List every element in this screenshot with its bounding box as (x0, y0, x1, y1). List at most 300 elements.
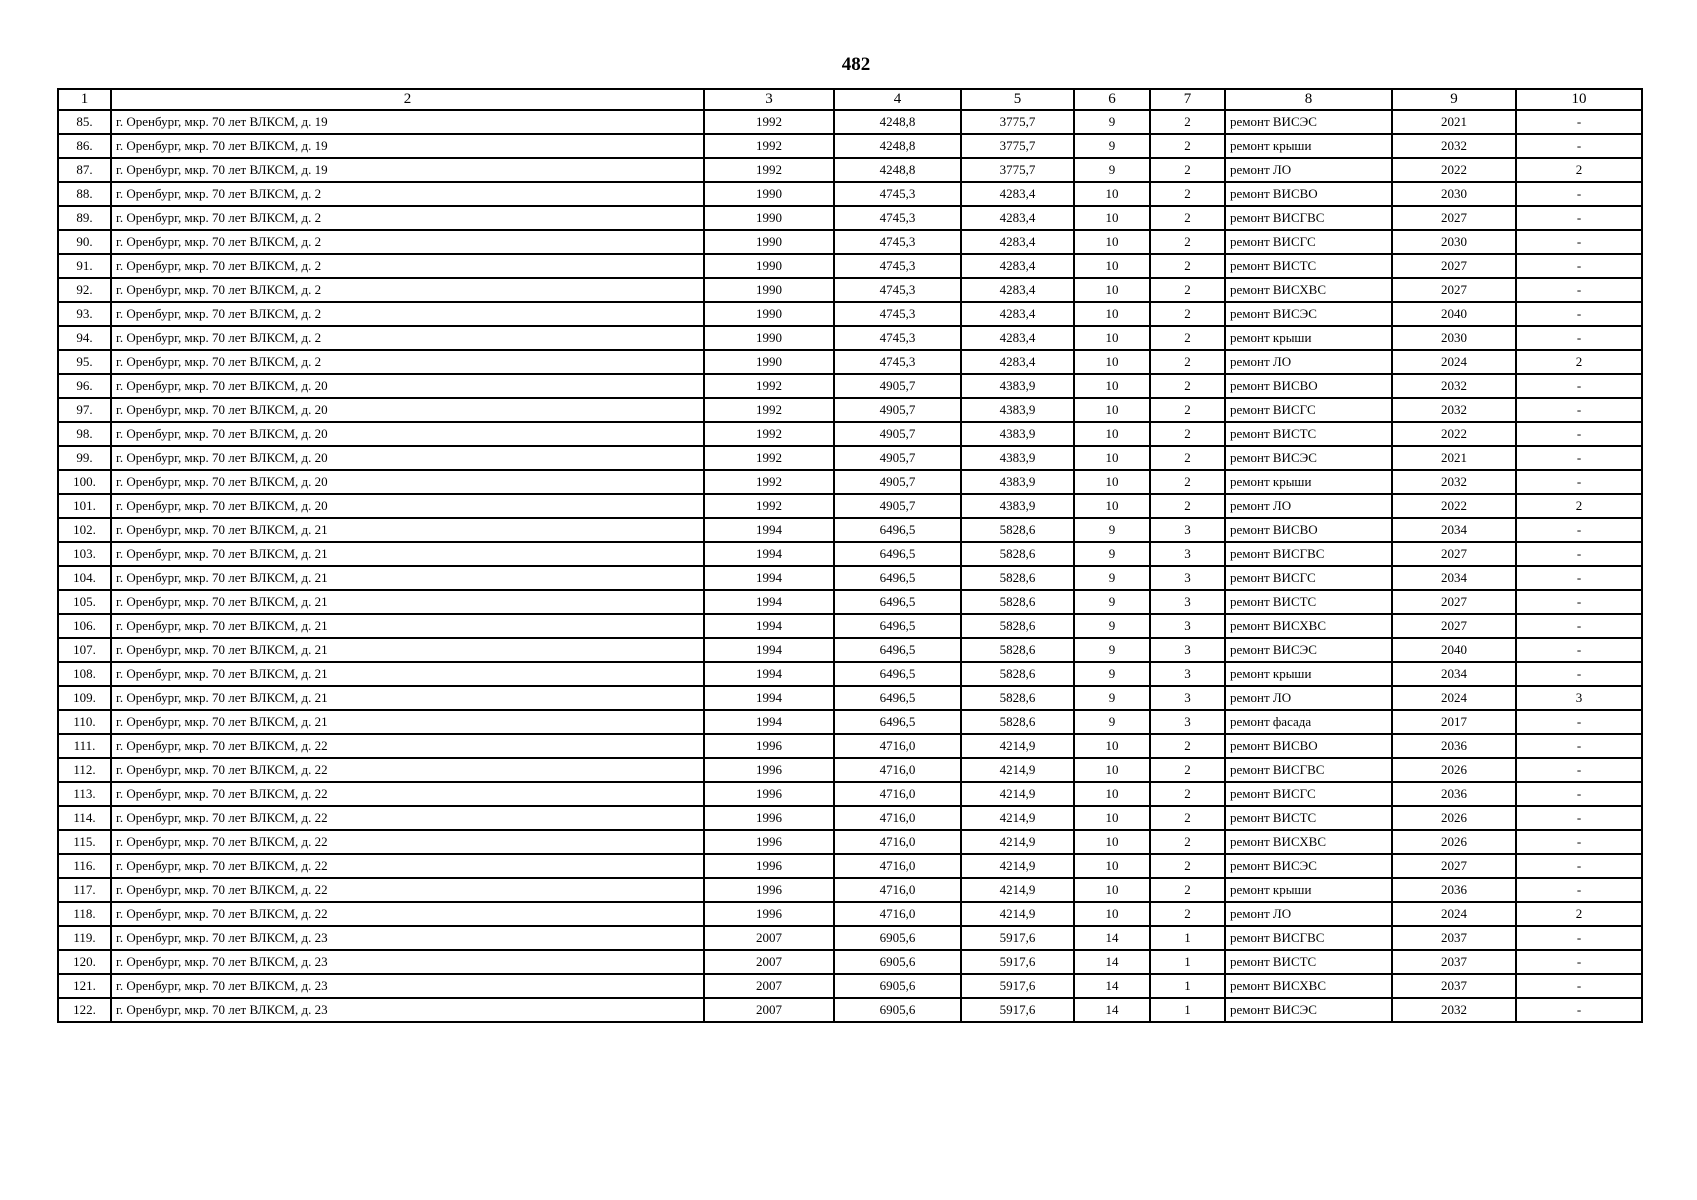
repair-year-cell: 2037 (1392, 926, 1516, 950)
total-area-cell: 4716,0 (834, 734, 961, 758)
row-number-cell: 117. (58, 878, 111, 902)
living-area-cell: 4214,9 (961, 734, 1074, 758)
column-10-value-cell: - (1516, 590, 1642, 614)
total-area-cell: 4716,0 (834, 878, 961, 902)
row-number-cell: 102. (58, 518, 111, 542)
row-number-cell: 99. (58, 446, 111, 470)
living-area-cell: 4283,4 (961, 254, 1074, 278)
total-area-cell: 6496,5 (834, 710, 961, 734)
work-type-cell: ремонт ЛО (1225, 350, 1392, 374)
floors-cell: 10 (1074, 782, 1150, 806)
row-number-cell: 89. (58, 206, 111, 230)
living-area-cell: 5828,6 (961, 638, 1074, 662)
column-10-value-cell: - (1516, 806, 1642, 830)
table-row (58, 902, 1642, 926)
year-built-cell: 1994 (704, 614, 834, 638)
repair-year-cell: 2021 (1392, 110, 1516, 134)
year-built-cell: 1994 (704, 518, 834, 542)
living-area-cell: 3775,7 (961, 110, 1074, 134)
entrances-cell: 3 (1150, 614, 1225, 638)
column-10-value-cell: - (1516, 926, 1642, 950)
table-row (58, 542, 1642, 566)
address-cell: г. Оренбург, мкр. 70 лет ВЛКСМ, д. 22 (111, 806, 704, 830)
living-area-cell: 4383,9 (961, 470, 1074, 494)
floors-cell: 14 (1074, 926, 1150, 950)
column-10-value-cell: - (1516, 710, 1642, 734)
year-built-cell: 1994 (704, 710, 834, 734)
floors-cell: 10 (1074, 422, 1150, 446)
entrances-cell: 3 (1150, 638, 1225, 662)
entrances-cell: 2 (1150, 830, 1225, 854)
column-10-value-cell: - (1516, 446, 1642, 470)
entrances-cell: 3 (1150, 590, 1225, 614)
address-cell: г. Оренбург, мкр. 70 лет ВЛКСМ, д. 2 (111, 302, 704, 326)
repair-year-cell: 2032 (1392, 398, 1516, 422)
address-cell: г. Оренбург, мкр. 70 лет ВЛКСМ, д. 23 (111, 998, 704, 1022)
repair-year-cell: 2026 (1392, 758, 1516, 782)
work-type-cell: ремонт ЛО (1225, 158, 1392, 182)
total-area-cell: 4248,8 (834, 158, 961, 182)
column-10-value-cell: - (1516, 638, 1642, 662)
total-area-cell: 4745,3 (834, 278, 961, 302)
work-type-cell: ремонт ВИСГС (1225, 782, 1392, 806)
work-type-cell: ремонт ВИСГС (1225, 566, 1392, 590)
living-area-cell: 3775,7 (961, 134, 1074, 158)
living-area-cell: 5917,6 (961, 926, 1074, 950)
living-area-cell: 4283,4 (961, 302, 1074, 326)
floors-cell: 9 (1074, 710, 1150, 734)
entrances-cell: 2 (1150, 182, 1225, 206)
repair-year-cell: 2034 (1392, 662, 1516, 686)
total-area-cell: 6905,6 (834, 926, 961, 950)
living-area-cell: 5828,6 (961, 662, 1074, 686)
column-10-value-cell: - (1516, 758, 1642, 782)
total-area-cell: 4716,0 (834, 782, 961, 806)
living-area-cell: 4383,9 (961, 494, 1074, 518)
row-number-cell: 107. (58, 638, 111, 662)
table-row (58, 182, 1642, 206)
total-area-cell: 4745,3 (834, 206, 961, 230)
housing-repair-table (57, 88, 1643, 1023)
year-built-cell: 1990 (704, 182, 834, 206)
table-row (58, 422, 1642, 446)
floors-cell: 10 (1074, 398, 1150, 422)
row-number-cell: 105. (58, 590, 111, 614)
entrances-cell: 2 (1150, 374, 1225, 398)
column-10-value-cell: - (1516, 230, 1642, 254)
living-area-cell: 4383,9 (961, 374, 1074, 398)
entrances-cell: 3 (1150, 542, 1225, 566)
year-built-cell: 1990 (704, 206, 834, 230)
repair-year-cell: 2022 (1392, 494, 1516, 518)
floors-cell: 10 (1074, 374, 1150, 398)
repair-year-cell: 2017 (1392, 710, 1516, 734)
row-number-cell: 100. (58, 470, 111, 494)
total-area-cell: 6905,6 (834, 974, 961, 998)
floors-cell: 9 (1074, 590, 1150, 614)
repair-year-cell: 2032 (1392, 134, 1516, 158)
total-area-cell: 4716,0 (834, 854, 961, 878)
column-10-value-cell: 2 (1516, 350, 1642, 374)
table-row (58, 470, 1642, 494)
table-row (58, 590, 1642, 614)
row-number-cell: 113. (58, 782, 111, 806)
total-area-cell: 6905,6 (834, 998, 961, 1022)
work-type-cell: ремонт крыши (1225, 470, 1392, 494)
address-cell: г. Оренбург, мкр. 70 лет ВЛКСМ, д. 2 (111, 206, 704, 230)
floors-cell: 9 (1074, 110, 1150, 134)
repair-year-cell: 2026 (1392, 830, 1516, 854)
repair-year-cell: 2026 (1392, 806, 1516, 830)
table-row (58, 758, 1642, 782)
address-cell: г. Оренбург, мкр. 70 лет ВЛКСМ, д. 20 (111, 422, 704, 446)
row-number-cell: 92. (58, 278, 111, 302)
row-number-cell: 95. (58, 350, 111, 374)
table-row (58, 854, 1642, 878)
year-built-cell: 1996 (704, 734, 834, 758)
column-header-2: 2 (111, 89, 704, 110)
table-row (58, 878, 1642, 902)
work-type-cell: ремонт фасада (1225, 710, 1392, 734)
work-type-cell: ремонт ВИСЭС (1225, 854, 1392, 878)
year-built-cell: 1996 (704, 854, 834, 878)
floors-cell: 14 (1074, 950, 1150, 974)
table-row (58, 230, 1642, 254)
row-number-cell: 121. (58, 974, 111, 998)
row-number-cell: 118. (58, 902, 111, 926)
work-type-cell: ремонт ВИСВО (1225, 182, 1392, 206)
address-cell: г. Оренбург, мкр. 70 лет ВЛКСМ, д. 22 (111, 734, 704, 758)
column-10-value-cell: - (1516, 254, 1642, 278)
address-cell: г. Оренбург, мкр. 70 лет ВЛКСМ, д. 21 (111, 566, 704, 590)
row-number-cell: 103. (58, 542, 111, 566)
work-type-cell: ремонт ВИСГС (1225, 398, 1392, 422)
floors-cell: 10 (1074, 302, 1150, 326)
year-built-cell: 1996 (704, 878, 834, 902)
year-built-cell: 1996 (704, 758, 834, 782)
living-area-cell: 5917,6 (961, 974, 1074, 998)
entrances-cell: 2 (1150, 350, 1225, 374)
total-area-cell: 4745,3 (834, 326, 961, 350)
column-10-value-cell: - (1516, 134, 1642, 158)
work-type-cell: ремонт ВИСХВС (1225, 830, 1392, 854)
year-built-cell: 1994 (704, 638, 834, 662)
address-cell: г. Оренбург, мкр. 70 лет ВЛКСМ, д. 21 (111, 710, 704, 734)
floors-cell: 10 (1074, 446, 1150, 470)
address-cell: г. Оренбург, мкр. 70 лет ВЛКСМ, д. 20 (111, 446, 704, 470)
floors-cell: 10 (1074, 182, 1150, 206)
living-area-cell: 4214,9 (961, 782, 1074, 806)
table-row (58, 446, 1642, 470)
year-built-cell: 1990 (704, 326, 834, 350)
row-number-cell: 108. (58, 662, 111, 686)
year-built-cell: 1990 (704, 230, 834, 254)
repair-year-cell: 2037 (1392, 974, 1516, 998)
repair-year-cell: 2027 (1392, 542, 1516, 566)
column-10-value-cell: 2 (1516, 494, 1642, 518)
floors-cell: 10 (1074, 350, 1150, 374)
table-row (58, 254, 1642, 278)
column-10-value-cell: - (1516, 566, 1642, 590)
column-10-value-cell: - (1516, 950, 1642, 974)
repair-year-cell: 2030 (1392, 230, 1516, 254)
work-type-cell: ремонт ВИСТС (1225, 422, 1392, 446)
column-header-3: 3 (704, 89, 834, 110)
floors-cell: 10 (1074, 854, 1150, 878)
work-type-cell: ремонт ВИСГВС (1225, 542, 1392, 566)
row-number-cell: 91. (58, 254, 111, 278)
floors-cell: 10 (1074, 806, 1150, 830)
year-built-cell: 1994 (704, 542, 834, 566)
column-10-value-cell: 2 (1516, 902, 1642, 926)
work-type-cell: ремонт ВИСЭС (1225, 638, 1392, 662)
total-area-cell: 6496,5 (834, 542, 961, 566)
column-10-value-cell: - (1516, 734, 1642, 758)
entrances-cell: 2 (1150, 902, 1225, 926)
floors-cell: 10 (1074, 494, 1150, 518)
address-cell: г. Оренбург, мкр. 70 лет ВЛКСМ, д. 2 (111, 254, 704, 278)
work-type-cell: ремонт ВИСГВС (1225, 758, 1392, 782)
work-type-cell: ремонт ВИСХВС (1225, 278, 1392, 302)
table-row (58, 998, 1642, 1022)
year-built-cell: 2007 (704, 950, 834, 974)
column-10-value-cell: - (1516, 110, 1642, 134)
row-number-cell: 98. (58, 422, 111, 446)
repair-year-cell: 2040 (1392, 638, 1516, 662)
address-cell: г. Оренбург, мкр. 70 лет ВЛКСМ, д. 19 (111, 110, 704, 134)
total-area-cell: 4716,0 (834, 830, 961, 854)
living-area-cell: 4283,4 (961, 278, 1074, 302)
repair-year-cell: 2036 (1392, 878, 1516, 902)
work-type-cell: ремонт ВИСТС (1225, 254, 1392, 278)
column-10-value-cell: - (1516, 998, 1642, 1022)
work-type-cell: ремонт ВИСВО (1225, 518, 1392, 542)
year-built-cell: 1996 (704, 902, 834, 926)
living-area-cell: 4214,9 (961, 902, 1074, 926)
year-built-cell: 1990 (704, 278, 834, 302)
entrances-cell: 3 (1150, 566, 1225, 590)
year-built-cell: 1996 (704, 782, 834, 806)
work-type-cell: ремонт крыши (1225, 662, 1392, 686)
table-row (58, 374, 1642, 398)
total-area-cell: 6496,5 (834, 518, 961, 542)
address-cell: г. Оренбург, мкр. 70 лет ВЛКСМ, д. 2 (111, 230, 704, 254)
floors-cell: 9 (1074, 638, 1150, 662)
table-row (58, 494, 1642, 518)
entrances-cell: 1 (1150, 974, 1225, 998)
column-10-value-cell: 3 (1516, 686, 1642, 710)
total-area-cell: 6496,5 (834, 686, 961, 710)
column-10-value-cell: - (1516, 830, 1642, 854)
row-number-cell: 87. (58, 158, 111, 182)
work-type-cell: ремонт ВИСВО (1225, 734, 1392, 758)
year-built-cell: 1994 (704, 590, 834, 614)
row-number-cell: 104. (58, 566, 111, 590)
floors-cell: 9 (1074, 566, 1150, 590)
floors-cell: 10 (1074, 758, 1150, 782)
total-area-cell: 4248,8 (834, 110, 961, 134)
repair-year-cell: 2027 (1392, 614, 1516, 638)
year-built-cell: 1992 (704, 398, 834, 422)
work-type-cell: ремонт ВИСХВС (1225, 614, 1392, 638)
repair-year-cell: 2032 (1392, 374, 1516, 398)
address-cell: г. Оренбург, мкр. 70 лет ВЛКСМ, д. 22 (111, 758, 704, 782)
column-header-4: 4 (834, 89, 961, 110)
work-type-cell: ремонт ВИСХВС (1225, 974, 1392, 998)
table-row (58, 686, 1642, 710)
column-10-value-cell: - (1516, 662, 1642, 686)
work-type-cell: ремонт ВИСЭС (1225, 998, 1392, 1022)
column-header-8: 8 (1225, 89, 1392, 110)
living-area-cell: 5828,6 (961, 686, 1074, 710)
table-row (58, 950, 1642, 974)
address-cell: г. Оренбург, мкр. 70 лет ВЛКСМ, д. 21 (111, 662, 704, 686)
page-number: 482 (841, 54, 871, 75)
address-cell: г. Оренбург, мкр. 70 лет ВЛКСМ, д. 21 (111, 542, 704, 566)
row-number-cell: 116. (58, 854, 111, 878)
work-type-cell: ремонт ВИСВО (1225, 374, 1392, 398)
total-area-cell: 4905,7 (834, 422, 961, 446)
living-area-cell: 5828,6 (961, 542, 1074, 566)
table-body (58, 110, 1642, 1022)
entrances-cell: 2 (1150, 398, 1225, 422)
repair-year-cell: 2032 (1392, 998, 1516, 1022)
entrances-cell: 2 (1150, 278, 1225, 302)
repair-year-cell: 2027 (1392, 254, 1516, 278)
work-type-cell: ремонт ВИСТС (1225, 950, 1392, 974)
repair-year-cell: 2034 (1392, 566, 1516, 590)
row-number-cell: 86. (58, 134, 111, 158)
header-row (58, 89, 1642, 110)
entrances-cell: 2 (1150, 806, 1225, 830)
table-row (58, 158, 1642, 182)
address-cell: г. Оренбург, мкр. 70 лет ВЛКСМ, д. 22 (111, 854, 704, 878)
work-type-cell: ремонт ВИСГС (1225, 230, 1392, 254)
column-header-7: 7 (1150, 89, 1225, 110)
living-area-cell: 4283,4 (961, 206, 1074, 230)
repair-year-cell: 2022 (1392, 422, 1516, 446)
table-row (58, 782, 1642, 806)
living-area-cell: 4383,9 (961, 422, 1074, 446)
total-area-cell: 4248,8 (834, 134, 961, 158)
floors-cell: 9 (1074, 542, 1150, 566)
year-built-cell: 2007 (704, 926, 834, 950)
work-type-cell: ремонт крыши (1225, 326, 1392, 350)
row-number-cell: 112. (58, 758, 111, 782)
repair-year-cell: 2021 (1392, 446, 1516, 470)
year-built-cell: 1990 (704, 254, 834, 278)
total-area-cell: 6496,5 (834, 590, 961, 614)
floors-cell: 14 (1074, 974, 1150, 998)
work-type-cell: ремонт крыши (1225, 878, 1392, 902)
floors-cell: 14 (1074, 998, 1150, 1022)
total-area-cell: 4745,3 (834, 350, 961, 374)
year-built-cell: 1990 (704, 302, 834, 326)
table-row (58, 710, 1642, 734)
year-built-cell: 1992 (704, 110, 834, 134)
entrances-cell: 2 (1150, 782, 1225, 806)
total-area-cell: 4905,7 (834, 494, 961, 518)
total-area-cell: 6496,5 (834, 662, 961, 686)
row-number-cell: 119. (58, 926, 111, 950)
column-header-10: 10 (1516, 89, 1642, 110)
floors-cell: 9 (1074, 134, 1150, 158)
entrances-cell: 2 (1150, 734, 1225, 758)
column-10-value-cell: - (1516, 782, 1642, 806)
address-cell: г. Оренбург, мкр. 70 лет ВЛКСМ, д. 21 (111, 518, 704, 542)
address-cell: г. Оренбург, мкр. 70 лет ВЛКСМ, д. 22 (111, 878, 704, 902)
row-number-cell: 96. (58, 374, 111, 398)
work-type-cell: ремонт крыши (1225, 134, 1392, 158)
column-10-value-cell: - (1516, 470, 1642, 494)
entrances-cell: 2 (1150, 302, 1225, 326)
year-built-cell: 1996 (704, 830, 834, 854)
table-row (58, 974, 1642, 998)
row-number-cell: 114. (58, 806, 111, 830)
year-built-cell: 1990 (704, 350, 834, 374)
total-area-cell: 4745,3 (834, 182, 961, 206)
repair-year-cell: 2040 (1392, 302, 1516, 326)
address-cell: г. Оренбург, мкр. 70 лет ВЛКСМ, д. 2 (111, 278, 704, 302)
total-area-cell: 4905,7 (834, 446, 961, 470)
work-type-cell: ремонт ВИСГВС (1225, 206, 1392, 230)
column-10-value-cell: - (1516, 854, 1642, 878)
address-cell: г. Оренбург, мкр. 70 лет ВЛКСМ, д. 22 (111, 902, 704, 926)
column-header-9: 9 (1392, 89, 1516, 110)
floors-cell: 10 (1074, 230, 1150, 254)
floors-cell: 10 (1074, 254, 1150, 278)
table-row (58, 302, 1642, 326)
row-number-cell: 93. (58, 302, 111, 326)
entrances-cell: 2 (1150, 326, 1225, 350)
repair-year-cell: 2034 (1392, 518, 1516, 542)
table-row (58, 350, 1642, 374)
floors-cell: 9 (1074, 158, 1150, 182)
year-built-cell: 1994 (704, 686, 834, 710)
column-10-value-cell: 2 (1516, 158, 1642, 182)
year-built-cell: 2007 (704, 998, 834, 1022)
year-built-cell: 1992 (704, 158, 834, 182)
table-row (58, 638, 1642, 662)
living-area-cell: 4383,9 (961, 446, 1074, 470)
living-area-cell: 4214,9 (961, 830, 1074, 854)
row-number-cell: 122. (58, 998, 111, 1022)
living-area-cell: 5828,6 (961, 614, 1074, 638)
entrances-cell: 2 (1150, 470, 1225, 494)
table-row (58, 110, 1642, 134)
address-cell: г. Оренбург, мкр. 70 лет ВЛКСМ, д. 22 (111, 830, 704, 854)
living-area-cell: 4214,9 (961, 806, 1074, 830)
entrances-cell: 2 (1150, 230, 1225, 254)
column-10-value-cell: - (1516, 302, 1642, 326)
column-header-6: 6 (1074, 89, 1150, 110)
living-area-cell: 5828,6 (961, 518, 1074, 542)
address-cell: г. Оренбург, мкр. 70 лет ВЛКСМ, д. 23 (111, 950, 704, 974)
address-cell: г. Оренбург, мкр. 70 лет ВЛКСМ, д. 2 (111, 326, 704, 350)
table-row (58, 806, 1642, 830)
entrances-cell: 3 (1150, 686, 1225, 710)
year-built-cell: 1992 (704, 134, 834, 158)
work-type-cell: ремонт ВИСЭС (1225, 446, 1392, 470)
floors-cell: 10 (1074, 470, 1150, 494)
row-number-cell: 85. (58, 110, 111, 134)
floors-cell: 10 (1074, 278, 1150, 302)
total-area-cell: 6496,5 (834, 566, 961, 590)
entrances-cell: 2 (1150, 134, 1225, 158)
floors-cell: 9 (1074, 686, 1150, 710)
entrances-cell: 3 (1150, 518, 1225, 542)
year-built-cell: 1992 (704, 374, 834, 398)
